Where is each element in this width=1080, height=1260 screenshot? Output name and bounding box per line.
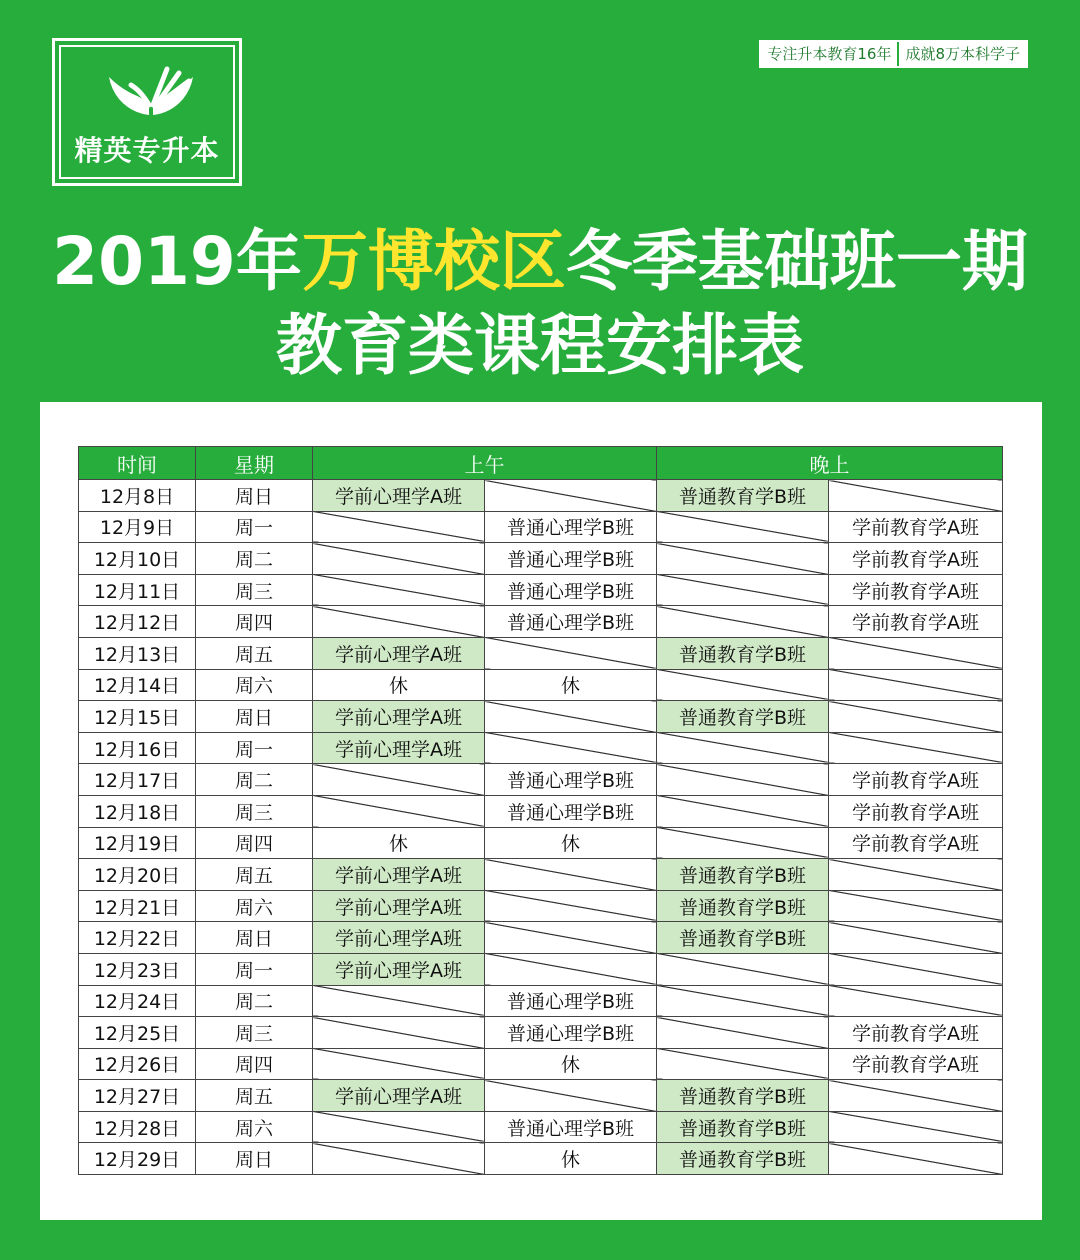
weekday-cell: 周五 (196, 859, 313, 891)
title-highlight: 万博校区 (301, 223, 566, 300)
morning-slot-2: 休 (485, 1048, 657, 1080)
table-row (79, 795, 1003, 827)
table-row (79, 669, 1003, 701)
table-body (79, 480, 1003, 1175)
evening-slot-2 (829, 1111, 1003, 1143)
morning-slot-2 (485, 953, 657, 985)
morning-slot-2 (485, 637, 657, 669)
morning-slot-1: 学前心理学A班 (313, 480, 485, 512)
evening-slot-1: 普通教育学B班 (657, 637, 829, 669)
evening-slot-2: 学前教育学A班 (829, 795, 1003, 827)
evening-slot-1 (657, 1048, 829, 1080)
table-row (79, 1143, 1003, 1175)
evening-slot-1 (657, 985, 829, 1017)
table-header-row (79, 447, 1003, 480)
title-prefix: 2019年 (52, 223, 302, 300)
evening-slot-2 (829, 890, 1003, 922)
morning-slot-2: 普通心理学B班 (485, 606, 657, 638)
page-title-line1 (0, 222, 1080, 302)
morning-slot-1 (313, 1111, 485, 1143)
morning-slot-2 (485, 859, 657, 891)
morning-slot-1 (313, 1048, 485, 1080)
morning-slot-1: 学前心理学A班 (313, 1080, 485, 1112)
weekday-cell: 周五 (196, 1080, 313, 1112)
morning-slot-2: 休 (485, 669, 657, 701)
evening-slot-1 (657, 543, 829, 575)
evening-slot-2 (829, 985, 1003, 1017)
weekday-cell: 周日 (196, 701, 313, 733)
brand-logo (52, 38, 242, 186)
slogan-banner (759, 40, 1028, 68)
weekday-cell: 周日 (196, 1143, 313, 1175)
table-row (79, 764, 1003, 796)
date-cell: 12月14日 (79, 669, 196, 701)
evening-slot-1 (657, 669, 829, 701)
date-cell: 12月13日 (79, 637, 196, 669)
evening-slot-2: 学前教育学A班 (829, 511, 1003, 543)
date-cell: 12月10日 (79, 543, 196, 575)
morning-slot-1: 学前心理学A班 (313, 637, 485, 669)
evening-slot-2: 学前教育学A班 (829, 606, 1003, 638)
weekday-cell: 周四 (196, 606, 313, 638)
morning-slot-1 (313, 543, 485, 575)
table-row (79, 574, 1003, 606)
morning-slot-2: 普通心理学B班 (485, 1017, 657, 1049)
table-row (79, 732, 1003, 764)
table-row (79, 953, 1003, 985)
evening-slot-1: 普通教育学B班 (657, 922, 829, 954)
logo-frame (59, 45, 235, 179)
table-row (79, 480, 1003, 512)
morning-slot-1 (313, 1017, 485, 1049)
morning-slot-2: 休 (485, 827, 657, 859)
morning-slot-1 (313, 985, 485, 1017)
table-row (79, 1048, 1003, 1080)
slogan-left: 专注升本教育16年 (767, 45, 892, 63)
date-cell: 12月8日 (79, 480, 196, 512)
evening-slot-1: 普通教育学B班 (657, 701, 829, 733)
evening-slot-1: 普通教育学B班 (657, 1111, 829, 1143)
evening-slot-1 (657, 795, 829, 827)
evening-slot-2: 学前教育学A班 (829, 764, 1003, 796)
date-cell: 12月28日 (79, 1111, 196, 1143)
evening-slot-2 (829, 1143, 1003, 1175)
morning-slot-2: 休 (485, 1143, 657, 1175)
date-cell: 12月18日 (79, 795, 196, 827)
date-cell: 12月29日 (79, 1143, 196, 1175)
weekday-cell: 周六 (196, 1111, 313, 1143)
morning-slot-1: 学前心理学A班 (313, 953, 485, 985)
evening-slot-2: 学前教育学A班 (829, 827, 1003, 859)
table-row (79, 543, 1003, 575)
morning-slot-2: 普通心理学B班 (485, 574, 657, 606)
evening-slot-2: 学前教育学A班 (829, 543, 1003, 575)
schedule-card (40, 402, 1042, 1220)
evening-slot-2 (829, 1080, 1003, 1112)
weekday-cell: 周三 (196, 574, 313, 606)
weekday-cell: 周一 (196, 953, 313, 985)
weekday-cell: 周六 (196, 669, 313, 701)
morning-slot-1: 休 (313, 669, 485, 701)
evening-slot-1 (657, 606, 829, 638)
table-row (79, 985, 1003, 1017)
evening-slot-1: 普通教育学B班 (657, 1143, 829, 1175)
date-cell: 12月15日 (79, 701, 196, 733)
morning-slot-2 (485, 922, 657, 954)
date-cell: 12月19日 (79, 827, 196, 859)
evening-slot-1 (657, 1017, 829, 1049)
date-cell: 12月16日 (79, 732, 196, 764)
date-cell: 12月27日 (79, 1080, 196, 1112)
header-time: 时间 (79, 447, 196, 480)
evening-slot-2 (829, 480, 1003, 512)
weekday-cell: 周四 (196, 1048, 313, 1080)
slogan-right: 成就8万本科学子 (897, 42, 1026, 66)
date-cell: 12月25日 (79, 1017, 196, 1049)
title-suffix: 冬季基础班一期 (565, 223, 1028, 300)
weekday-cell: 周日 (196, 922, 313, 954)
page-title-line2: 教育类课程安排表 (276, 307, 804, 384)
weekday-cell: 周三 (196, 795, 313, 827)
evening-slot-1 (657, 732, 829, 764)
schedule-table (78, 446, 1003, 1175)
header-evening: 晚上 (657, 447, 1003, 480)
header-weekday: 星期 (196, 447, 313, 480)
evening-slot-2 (829, 669, 1003, 701)
evening-slot-1 (657, 827, 829, 859)
table-row (79, 1111, 1003, 1143)
evening-slot-2 (829, 732, 1003, 764)
date-cell: 12月26日 (79, 1048, 196, 1080)
evening-slot-1: 普通教育学B班 (657, 1080, 829, 1112)
morning-slot-1 (313, 1143, 485, 1175)
header-morning: 上午 (313, 447, 657, 480)
morning-slot-2: 普通心理学B班 (485, 543, 657, 575)
table-row (79, 827, 1003, 859)
morning-slot-1: 学前心理学A班 (313, 701, 485, 733)
evening-slot-1: 普通教育学B班 (657, 890, 829, 922)
morning-slot-2: 普通心理学B班 (485, 764, 657, 796)
morning-slot-1: 学前心理学A班 (313, 890, 485, 922)
table-row (79, 859, 1003, 891)
date-cell: 12月11日 (79, 574, 196, 606)
evening-slot-2: 学前教育学A班 (829, 1017, 1003, 1049)
date-cell: 12月23日 (79, 953, 196, 985)
morning-slot-1 (313, 511, 485, 543)
morning-slot-2 (485, 701, 657, 733)
morning-slot-1 (313, 795, 485, 827)
evening-slot-1 (657, 953, 829, 985)
date-cell: 12月20日 (79, 859, 196, 891)
evening-slot-1 (657, 574, 829, 606)
weekday-cell: 周五 (196, 637, 313, 669)
table-row (79, 890, 1003, 922)
date-cell: 12月22日 (79, 922, 196, 954)
evening-slot-2: 学前教育学A班 (829, 574, 1003, 606)
weekday-cell: 周四 (196, 827, 313, 859)
date-cell: 12月21日 (79, 890, 196, 922)
weekday-cell: 周二 (196, 764, 313, 796)
table-row (79, 637, 1003, 669)
evening-slot-1: 普通教育学B班 (657, 480, 829, 512)
morning-slot-1 (313, 764, 485, 796)
morning-slot-2: 普通心理学B班 (485, 985, 657, 1017)
morning-slot-1 (313, 574, 485, 606)
date-cell: 12月17日 (79, 764, 196, 796)
brand-name: 精英专升本 (74, 134, 220, 167)
weekday-cell: 周一 (196, 732, 313, 764)
evening-slot-2 (829, 922, 1003, 954)
morning-slot-1 (313, 606, 485, 638)
morning-slot-1: 学前心理学A班 (313, 732, 485, 764)
date-cell: 12月24日 (79, 985, 196, 1017)
evening-slot-2 (829, 701, 1003, 733)
evening-slot-2 (829, 953, 1003, 985)
evening-slot-1 (657, 511, 829, 543)
morning-slot-1: 休 (313, 827, 485, 859)
weekday-cell: 周一 (196, 511, 313, 543)
morning-slot-1: 学前心理学A班 (313, 922, 485, 954)
table-row (79, 1080, 1003, 1112)
evening-slot-2 (829, 637, 1003, 669)
weekday-cell: 周二 (196, 985, 313, 1017)
morning-slot-2: 普通心理学B班 (485, 1111, 657, 1143)
evening-slot-2: 学前教育学A班 (829, 1048, 1003, 1080)
morning-slot-2: 普通心理学B班 (485, 511, 657, 543)
morning-slot-2 (485, 890, 657, 922)
morning-slot-2 (485, 1080, 657, 1112)
evening-slot-2 (829, 859, 1003, 891)
weekday-cell: 周三 (196, 1017, 313, 1049)
table-row (79, 922, 1003, 954)
date-cell: 12月12日 (79, 606, 196, 638)
evening-slot-1: 普通教育学B班 (657, 859, 829, 891)
table-row (79, 701, 1003, 733)
weekday-cell: 周日 (196, 480, 313, 512)
weekday-cell: 周六 (196, 890, 313, 922)
morning-slot-2: 普通心理学B班 (485, 795, 657, 827)
evening-slot-1 (657, 764, 829, 796)
weekday-cell: 周二 (196, 543, 313, 575)
morning-slot-2 (485, 480, 657, 512)
date-cell: 12月9日 (79, 511, 196, 543)
table-row (79, 606, 1003, 638)
morning-slot-2 (485, 732, 657, 764)
table-row (79, 511, 1003, 543)
morning-slot-1: 学前心理学A班 (313, 859, 485, 891)
table-row (79, 1017, 1003, 1049)
